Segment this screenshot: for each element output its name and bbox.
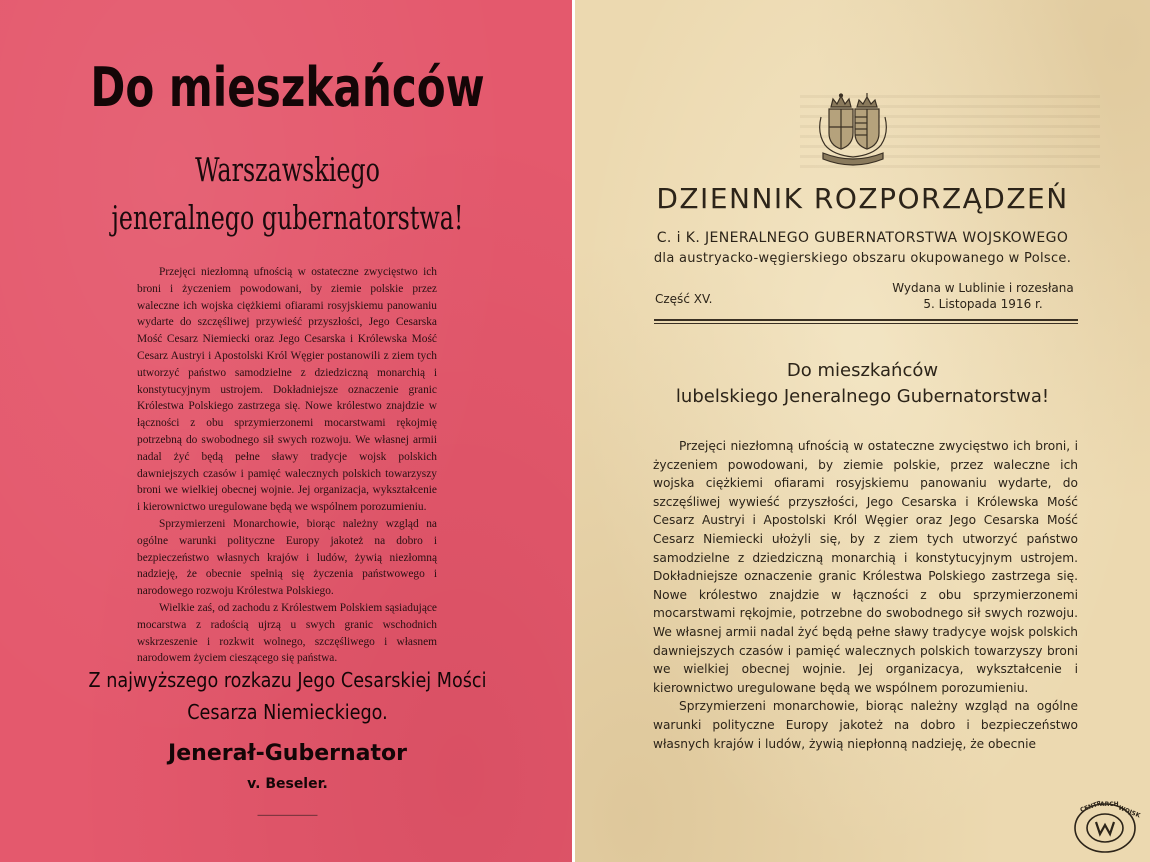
poster-paragraph: Sprzymierzeni Monarchowie, biorąc należny wzgląd na ogólne warunki polityczne Europy jakoteż na dobro i bezpieczeństwo własnych krajów i ludów, żywią niezłomną nadzieję, że obecnie spełnią się życzenia państwowego i narodowego rozwoju Królestwa Polskiego.	[137, 517, 437, 598]
gazette-subtitle-line2: dla austryacko-węgierskiego obszaru okupowanego w Polsce.	[653, 251, 1072, 266]
gazette-masthead: DZIENNIK ROZPORZĄDZEŃ	[656, 182, 1069, 215]
gazette-paragraph: Sprzymierzeni monarchowie, biorąc należny wzgląd na ogólne warunki polityczne Europy jakoteż na dobro i bezpieczeństwo własnych krajów i ludów, żywią niepłonną nadzieję, że obecnie	[653, 699, 1078, 751]
poster-title: Do mieszkańców	[90, 56, 485, 119]
gazette-heading-line1: Do mieszkańców	[786, 360, 939, 381]
poster-paragraph: Wielkie zaś, od zachodu z Królestwem Polskiem sąsiadujące mocarstwa z radością ujrzą u swych granic wschodnich wskrzeszenie i rozkwit wolnego, szczęśliwego i własnem narodowem życiem cieszącego się państwa.	[137, 601, 437, 665]
archive-stamp-icon	[1072, 798, 1142, 854]
poster-printer-imprint: ▬▬▬▬▬▬▬▬▬▬▬▬▬▬▬	[257, 812, 318, 817]
poster-subtitle-line1: Warszawskiego	[195, 150, 380, 189]
svg-text:CENTR: CENTR	[1079, 799, 1103, 814]
gazette-body	[653, 437, 1078, 753]
gazette-issue-info	[863, 280, 1103, 312]
gazette-issue-date: 5. Listopada 1916 r.	[923, 297, 1043, 311]
gazette-heading-line2: lubelskiego Jeneralnego Gubernatorstwa!	[675, 386, 1050, 407]
gazette-issue-place: Wydana w Lublinie i rozesłana	[892, 281, 1074, 295]
gazette-rule-thick	[654, 319, 1078, 321]
poster-subtitle-line2: jeneralnego gubernatorstwa!	[111, 198, 464, 237]
gazette-subtitle-line1: C. i K. JENERALNEGO GUBERNATORSTWA WOJSKOWEGO	[656, 230, 1069, 246]
poster-body	[137, 264, 437, 667]
svg-text:ARCH: ARCH	[1100, 801, 1119, 808]
gazette-part-number: Część XV.	[655, 292, 713, 306]
poster-paragraph: Przejęci niezłomną ufnością w ostateczne zwycięstwo ich broni i życzeniem powodowani, by ziemie polskie przez waleczne ich wojska ciężkiemi ofiarami rosyjskiemu panowaniu wydarte do szczęśliwej przywieść przyszłości, Jego Cesarska Mość Cesarz Niemiecki oraz Jego Cesarska i Królewska Mość Cesarz Austryi i Apostolski Król Węgier postanowili z ziem tych utworzyć państwo samodzielne z dziedziczną monarchią i konstytucyjnym ustrojem. Dokładniejsze oznaczenie granic Królestwa Polskiego zastrzega się. Nowe królestwo znajdzie w łączności z obu sprzymierzonemi mocarstwami rękojmię potrzebną do swobodnego sił swych rozwoju. We własnej armii nadal żyć będą pełne sławy tradycje wojsk polskich dawniejszych czasów i pamięć walecznych polskich towarzyszy broni we wielkiej obecnej wojnie. Jej organizacja, wykształcenie i kierownictwo uregulowane będą we wspólnem porozumieniu.	[137, 266, 437, 514]
lublin-gazette-page	[575, 0, 1150, 862]
poster-order-line: Z najwyższego rozkazu Jego Cesarskiej Mości Cesarza Niemieckiego.	[88, 668, 487, 724]
svg-text:WOJSK: WOJSK	[1117, 804, 1142, 820]
poster-signature-name: v. Beseler.	[247, 776, 328, 792]
poster-signature-title: Jenerał-Gubernator	[168, 741, 407, 766]
austro-hungarian-coat-of-arms-icon	[813, 93, 893, 165]
gazette-paragraph: Przejęci niezłomną ufnością w ostateczne zwycięstwo ich broni, i życzeniem powodowani, by ziemie polskie, przez waleczne ich wojska ciężkiemi ofiarami rosyjskiemu panowaniu wydarte, do szczęśliwej wywieść przyszłości, Jego Cesarska i Królewska Mość Cesarz Austryi i Apostolski Król Węgier oraz Jego Cesarska Mość Cesarz Niemiecki ułożyli się, by z ziem tych utworzyć państwo samodzielne z dziedziczną monarchią i konstytucyjnym ustrojem. Dokładniejsze oznaczenie granic Królestwa Polskiego zastrzega się. Nowe królestwo znajdzie w łączności z obu sprzymierzonemi mocarstwami rękojmie, potrzebne do swobodnego sił swych rozwoju. We własnej armii nadal żyć będą pełne sławy tradycye wojsk polskich dawniejszych czasów i pamięć walecznych polskich towarzyszy broni we wielkiej obecnej wojnie. Jej organizacya, wykształcenie i kierownictwo uregulowane będą we wspólnem porozumieniu.	[653, 439, 1078, 695]
gazette-rule-thin	[654, 323, 1078, 324]
